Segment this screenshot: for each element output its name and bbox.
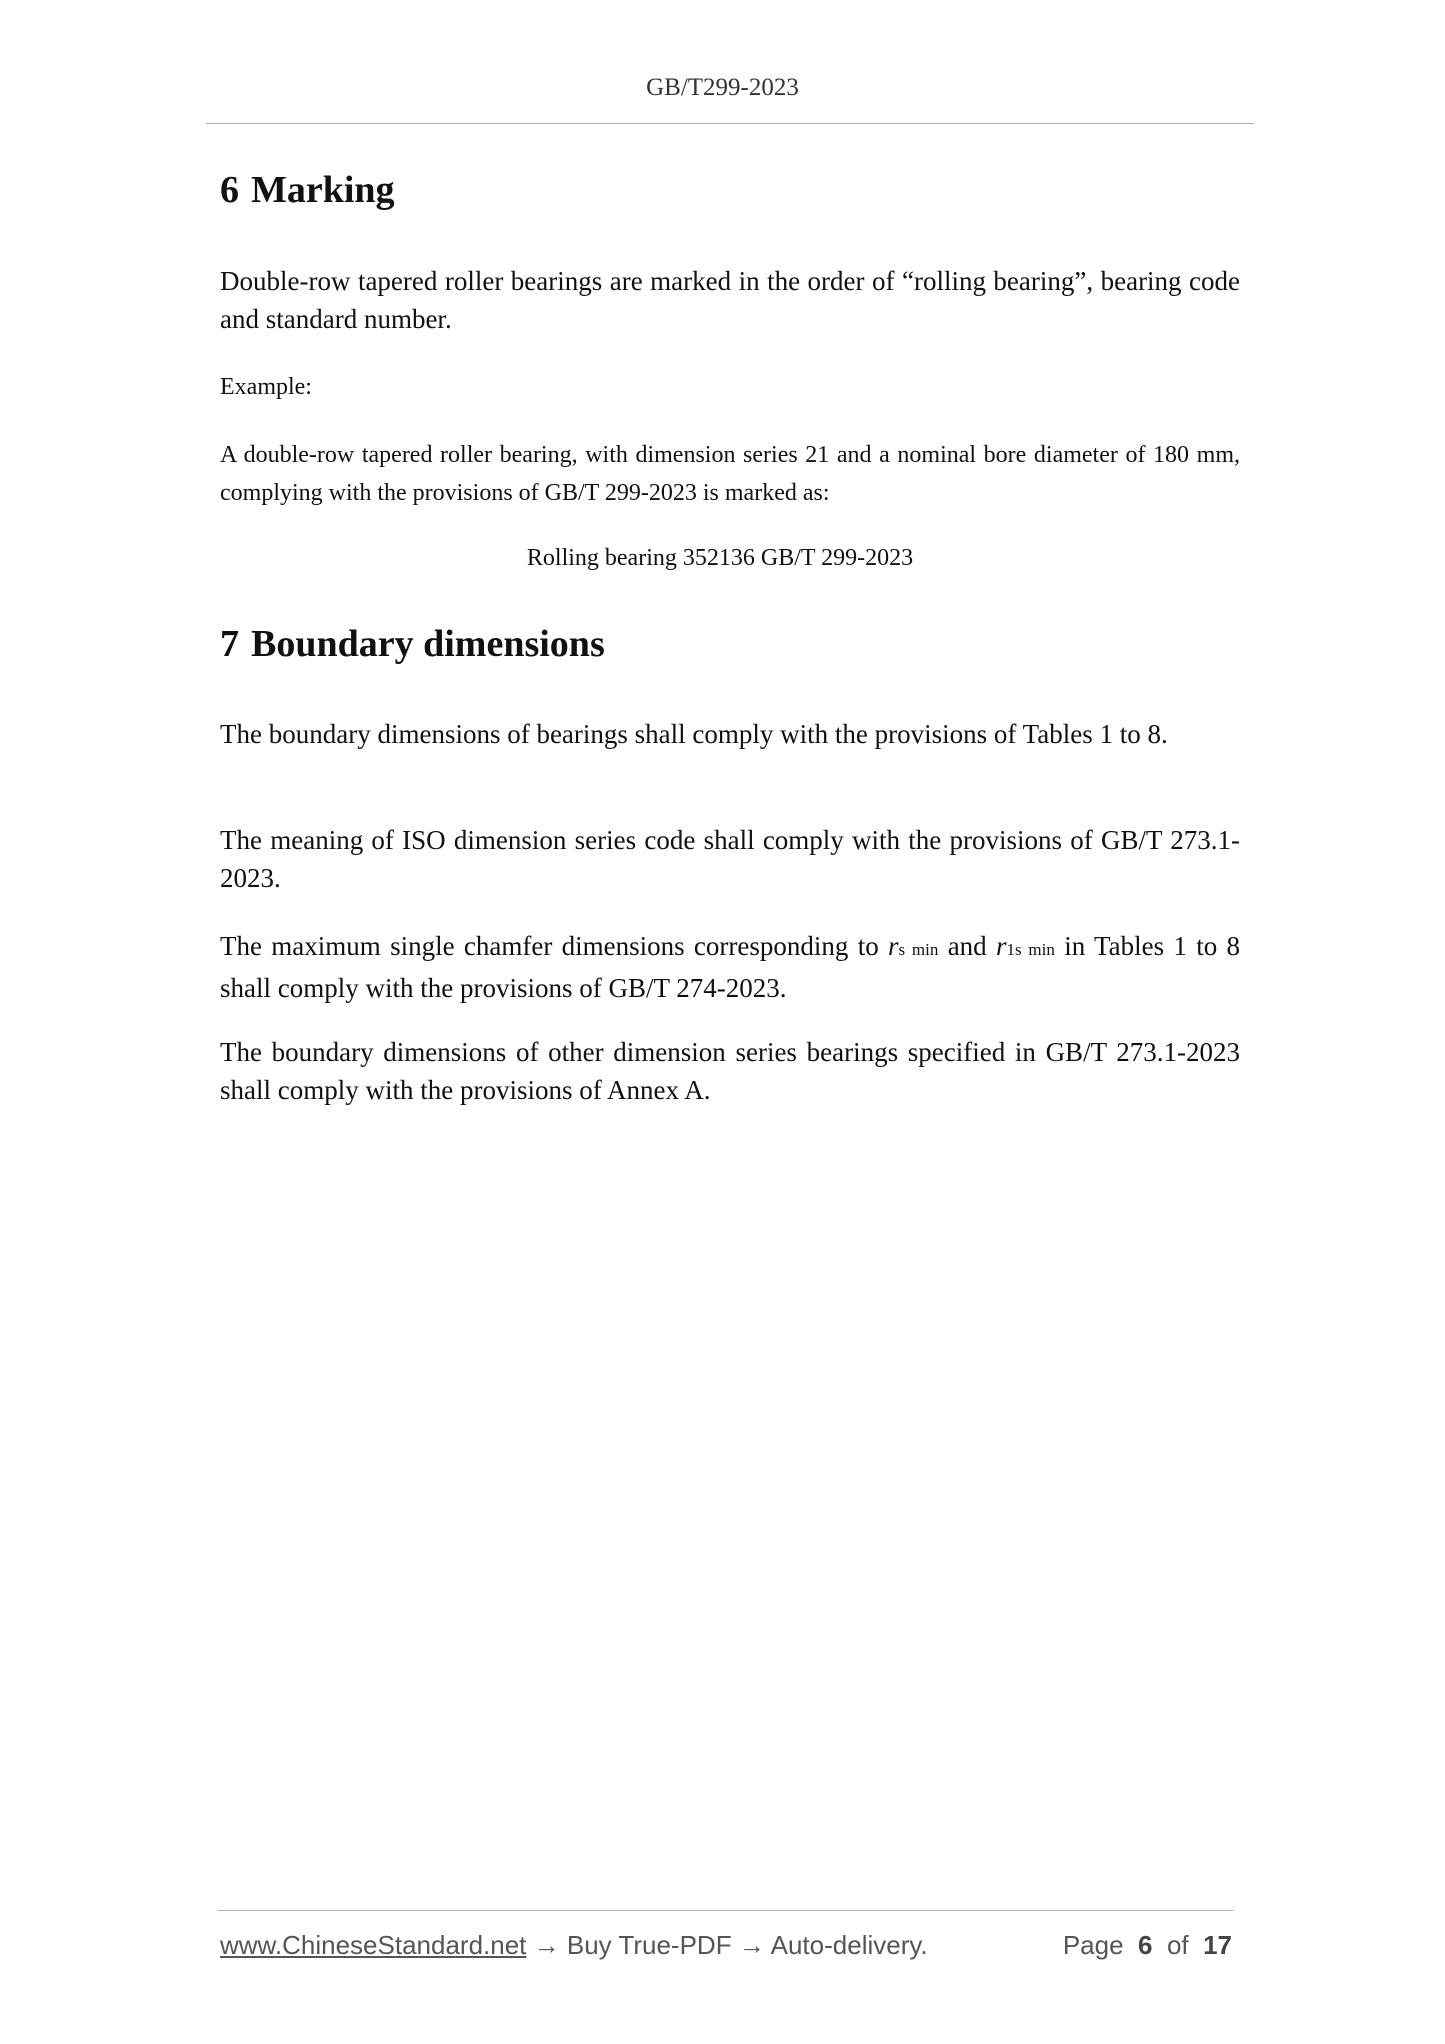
symbol-r: r	[888, 931, 899, 961]
arrow-right-icon: →	[533, 1930, 560, 1960]
page-number	[1063, 1930, 1232, 1961]
example-label: Example:	[220, 374, 312, 400]
section-title: Boundary dimensions	[251, 623, 605, 665]
section-title: Marking	[251, 169, 395, 211]
boundary-paragraph-2: The meaning of ISO dimension series code shall comply with the provisions of GB/T 273.1-2023.	[220, 825, 1240, 893]
section-heading-boundary-dimensions	[220, 622, 605, 666]
footer-promo	[220, 1930, 928, 1961]
page-of-label: of	[1166, 1930, 1189, 1960]
footer-divider	[217, 1910, 1234, 1911]
page-current: 6	[1138, 1930, 1153, 1960]
page-footer	[220, 1930, 1232, 1966]
header-divider	[206, 123, 1254, 124]
example-marking-line: Rolling bearing 352136 GB/T 299-2023	[526, 545, 914, 571]
symbol-subscript: 1s min	[1006, 940, 1055, 959]
section-number: 6	[220, 169, 239, 211]
section-number: 7	[220, 623, 239, 665]
running-header: GB/T299-2023	[646, 74, 799, 101]
symbol-r1: r	[996, 931, 1007, 961]
boundary-paragraph-1: The boundary dimensions of bearings shall comply with the provisions of Tables 1 to 8.	[220, 719, 1168, 749]
arrow-right-icon: →	[738, 1930, 765, 1960]
symbol-subscript: s min	[898, 940, 939, 959]
example-paragraph: A double-row tapered roller bearing, with dimension series 21 and a nominal bore diameter of 180 mm, complying with the provisions of GB/T 299-2023 is marked as:	[220, 442, 1240, 506]
buy-text: Buy True-PDF	[566, 1930, 732, 1960]
text-segment: in Tables 1 to 8 shall comply with the provisions of GB/T 274-2023.	[220, 931, 1241, 1003]
text-segment: and	[938, 931, 996, 961]
boundary-paragraph-4: The boundary dimensions of other dimension series bearings specified in GB/T 273.1-2023 shall comply with the provisions of Annex A.	[220, 1037, 1240, 1105]
marking-intro-paragraph: Double-row tapered roller bearings are marked in the order of “rolling bearing”, bearing code and standard number.	[220, 266, 1240, 334]
boundary-paragraph-3	[220, 927, 1240, 1007]
page-label: Page	[1062, 1930, 1124, 1960]
site-link[interactable]: www.ChineseStandard.net	[220, 1930, 527, 1960]
section-heading-marking	[220, 168, 395, 212]
page-total: 17	[1203, 1930, 1232, 1960]
delivery-text: Auto-delivery.	[770, 1930, 928, 1960]
text-segment: The maximum single chamfer dimensions corresponding to	[220, 931, 888, 961]
